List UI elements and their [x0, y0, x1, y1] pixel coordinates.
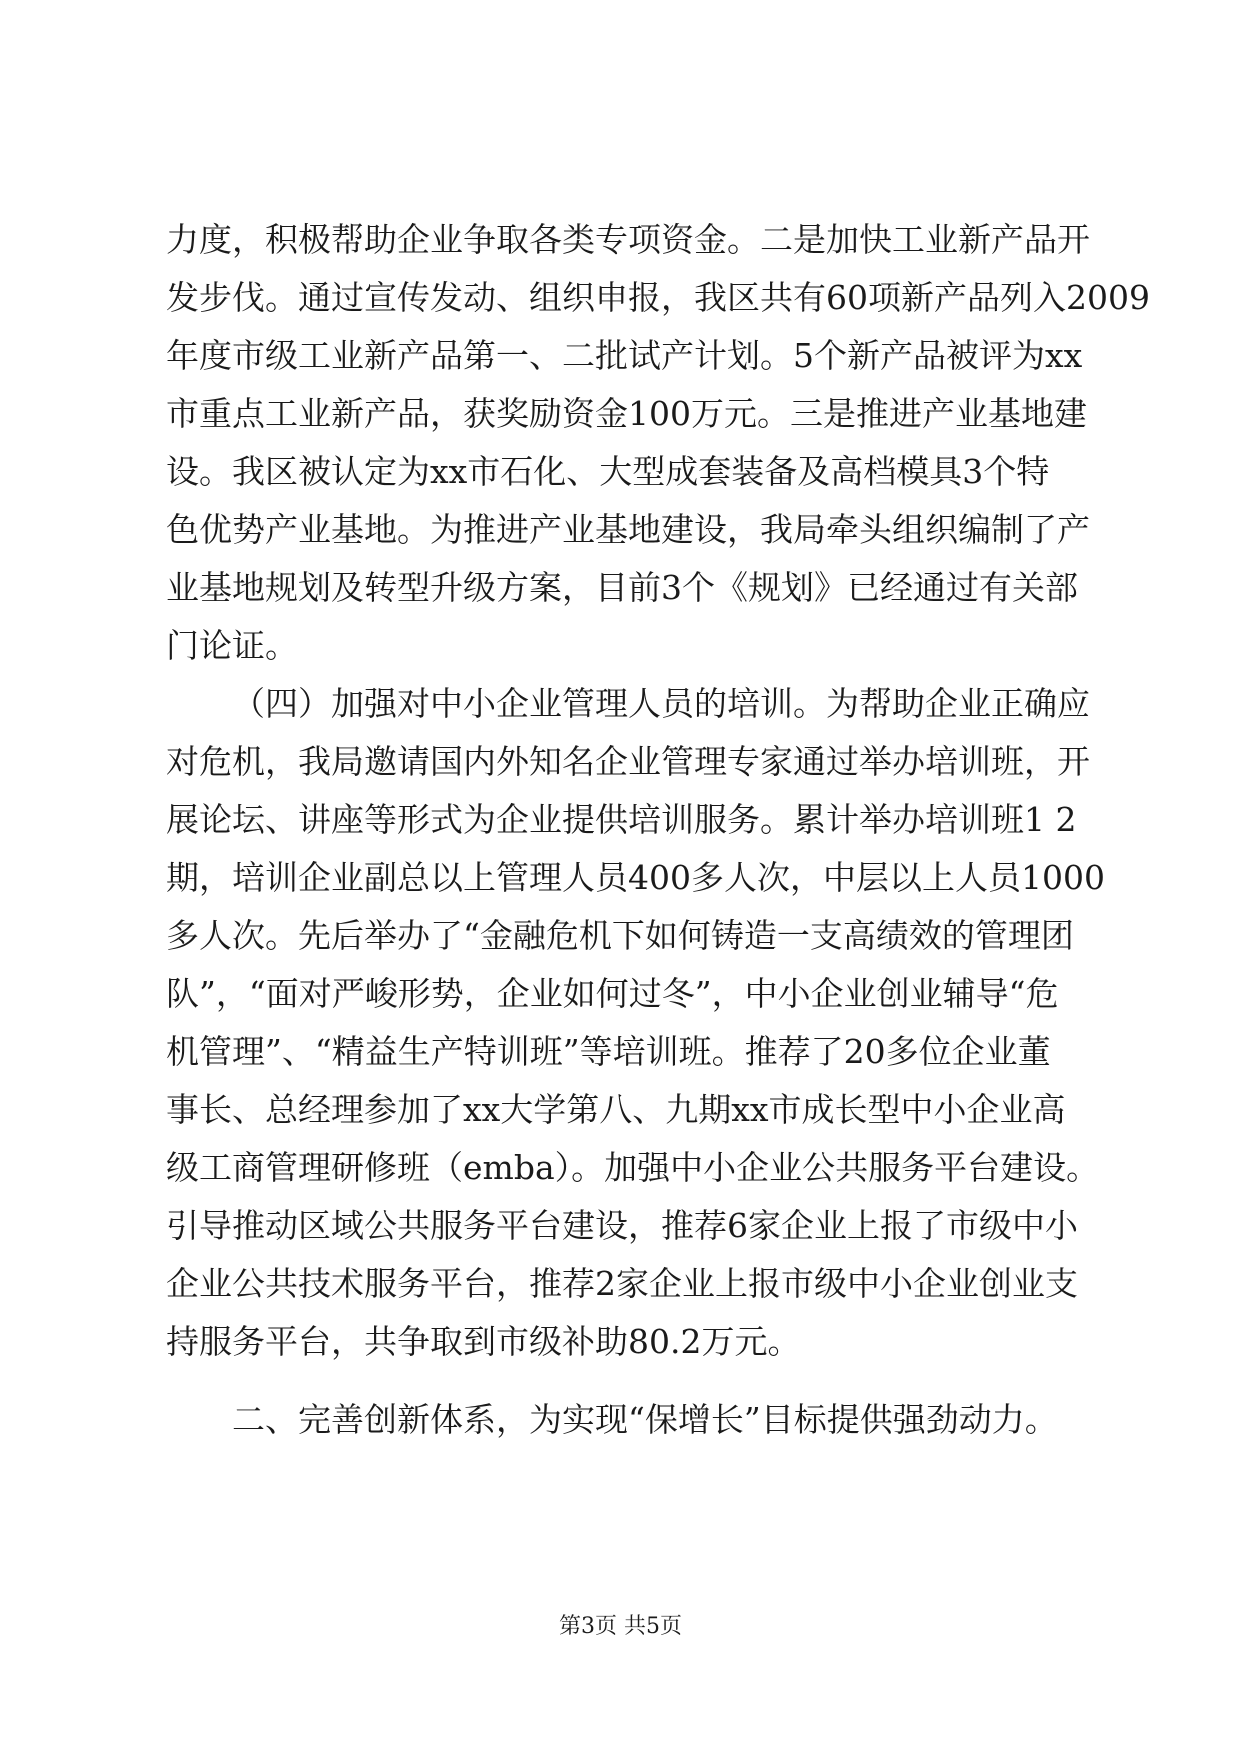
body-line: 多人次。先后举办了“金融危机下如何铸造一支高绩效的管理团	[166, 916, 1074, 955]
body-line: 队”，“面对严峻形势，企业如何过冬”，中小企业创业辅导“危	[166, 974, 1059, 1013]
body-line: 引导推动区域公共服务平台建设，推荐6家企业上报了市级中小	[166, 1206, 1078, 1245]
body-line: 色优势产业基地。为推进产业基地建设，我局牵头组织编制了产	[166, 510, 1090, 549]
body-line: 力度，积极帮助企业争取各类专项资金。二是加快工业新产品开	[166, 220, 1090, 259]
section-two-heading-line: 二、完善创新体系，为实现“保增长”目标提供强劲动力。	[232, 1400, 1058, 1439]
body-line: 对危机，我局邀请国内外知名企业管理专家通过举办培训班，开	[166, 742, 1090, 781]
body-line: 期，培训企业副总以上管理人员400多人次，中层以上人员1000	[166, 858, 1105, 897]
body-line: 机管理”、“精益生产特训班”等培训班。推荐了20多位企业董	[166, 1032, 1051, 1071]
body-line: 门论证。	[166, 626, 298, 665]
body-line: 年度市级工业新产品第一、二批试产计划。5个新产品被评为xx	[166, 336, 1083, 375]
body-line: 级工商管理研修班（emba）。加强中小企业公共服务平台建设。	[166, 1148, 1100, 1187]
body-line: 展论坛、讲座等形式为企业提供培训服务。累计举办培训班1 2	[166, 800, 1077, 839]
body-line: 企业公共技术服务平台，推荐2家企业上报市级中小企业创业支	[166, 1264, 1078, 1303]
page-number-footer: 第3页 共5页	[559, 1614, 682, 1639]
body-line: 持服务平台，共争取到市级补助80.2万元。	[166, 1322, 801, 1361]
body-line: 设。我区被认定为xx市石化、大型成套装备及高档模具3个特	[166, 452, 1050, 491]
body-line: 事长、总经理参加了xx大学第八、九期xx市成长型中小企业高	[166, 1090, 1066, 1129]
body-line: 市重点工业新产品，获奖励资金100万元。三是推进产业基地建	[166, 394, 1087, 433]
section-four-heading-line: （四）加强对中小企业管理人员的培训。为帮助企业正确应	[232, 684, 1090, 723]
body-line: 发步伐。通过宣传发动、组织申报，我区共有60项新产品列入2009	[166, 278, 1150, 317]
body-line: 业基地规划及转型升级方案，目前3个《规划》已经通过有关部	[166, 568, 1078, 607]
